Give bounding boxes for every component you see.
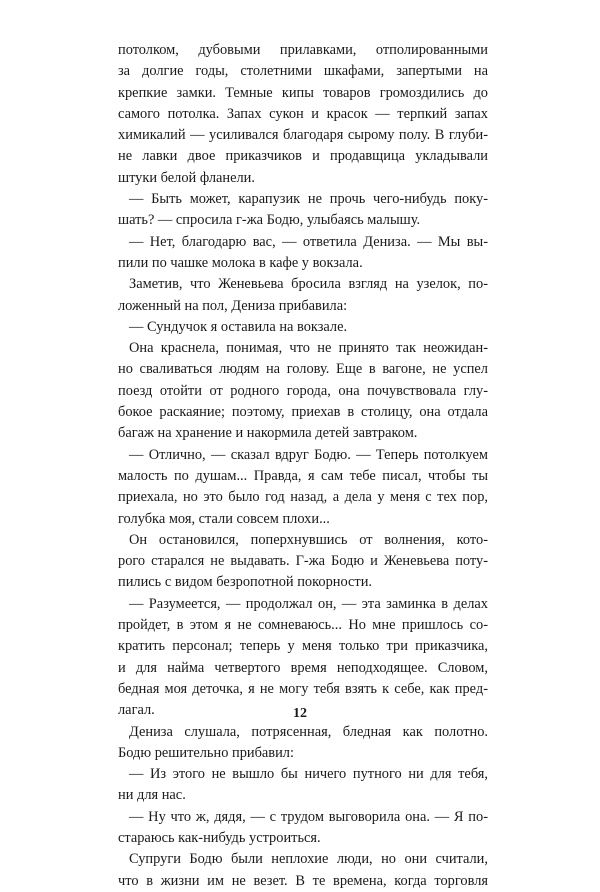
text-line: потолком, дубовыми прилавками, отполированными: [118, 42, 488, 58]
page-number: 12: [293, 706, 307, 721]
text-line: Он остановился, поперхнувшись от волнения, кото-: [129, 531, 488, 548]
text-line: пили по чашке молока в кафе у вокзала.: [118, 254, 363, 271]
text-line: приехала, но это было год назад, а дела у меня с тех пор,: [118, 489, 488, 506]
text-line: — Ну что ж, дядя, — с трудом выговорила она. — Я по-: [129, 808, 488, 825]
text-line: — Разумеется, — продолжал он, — эта заминка в делах: [129, 595, 488, 612]
text-line: Заметив, что Женевьева бросила взгляд на узелок, по-: [129, 276, 488, 293]
paragraph: [118, 317, 488, 338]
text-line: голубка моя, стали совсем плохи...: [118, 510, 330, 527]
paragraph: [118, 232, 488, 275]
text-line: — Быть может, карапузик не прочь чего-нибудь поку-: [129, 191, 488, 208]
paragraph: [118, 189, 488, 232]
text-line: не лавки двое приказчиков и продавщица укладывали: [118, 148, 488, 165]
text-line: и для найма четвертого время неподходящее. Словом,: [118, 659, 488, 676]
paragraph: [118, 722, 488, 765]
text-line: пройдет, в этом я не сомневаюсь... Но мне пришлось со-: [118, 617, 488, 634]
text-line: химикалий — усиливался благодаря сырому полу. В глуби-: [118, 127, 488, 144]
paragraph: [118, 849, 488, 892]
text-line: Она краснела, понимая, что не принято так неожидан-: [129, 340, 488, 357]
paragraph: [118, 530, 488, 594]
text-line: но сваливаться людям на голову. Еще в вагоне, не успел: [118, 361, 488, 378]
text-line: ни для нас.: [118, 787, 186, 804]
text-line: штуки белой фланели.: [118, 169, 255, 186]
text-line: Дениза слушала, потрясенная, бледная как полотно.: [129, 723, 488, 740]
text-line: крепкие замки. Темные кипы товаров громоздились до: [118, 84, 488, 101]
paragraph: [118, 445, 488, 530]
text-line: малость по душам... Правда, я сам тебе писал, чтобы ты: [118, 467, 488, 484]
text-line: ложенный на пол, Дениза прибавила:: [118, 297, 348, 314]
text-line: стараюсь как-нибудь устроиться.: [118, 829, 321, 846]
paragraph: [118, 764, 488, 807]
text-line: бедная моя деточка, я не могу тебя взять к себе, как пред-: [118, 680, 488, 697]
text-line: шать? — спросила г-жа Бодю, улыбаясь малышу.: [118, 212, 421, 229]
text-line: поезд отойти от родного города, она почувствовала глу-: [118, 382, 488, 399]
text-line: рого старался не выдавать. Г-жа Бодю и Женевьева поту-: [118, 553, 488, 570]
paragraph: [118, 807, 488, 850]
paragraph: [118, 40, 488, 189]
text-line: багаж на хранение и накормила детей завтраком.: [118, 425, 418, 442]
text-line: Бодю решительно прибавил:: [118, 744, 294, 761]
text-line: лагал.: [118, 702, 155, 719]
text-line: пились с видом безропотной покорности.: [118, 574, 372, 591]
text-line: кратить персонал; теперь у меня только три приказчика,: [118, 638, 488, 655]
text-line: — Из этого не вышло бы ничего путного ни для тебя,: [129, 766, 488, 783]
text-line: — Сундучок я оставила на вокзале.: [129, 318, 348, 335]
text-line: самого потолка. Запах сукон и красок — терпкий запах: [118, 105, 488, 122]
text-line: что в жизни им не везет. В те времена, когда торговля: [118, 872, 488, 889]
paragraph: [118, 594, 488, 722]
text-line: — Нет, благодарю вас, — ответила Дениза. — Мы вы-: [129, 233, 488, 250]
text-line: Супруги Бодю были неплохие люди, но они считали,: [129, 851, 488, 868]
text-line: — Отлично, — сказал вдруг Бодю. — Теперь потолкуем: [129, 446, 488, 463]
text-line: за долгие годы, столетними шкафами, запертыми на: [118, 63, 488, 80]
paragraph: [118, 274, 488, 317]
paragraph: [118, 338, 488, 444]
text-line: бокое раскаяние; поэтому, приехав в столицу, она отдала: [118, 404, 488, 421]
